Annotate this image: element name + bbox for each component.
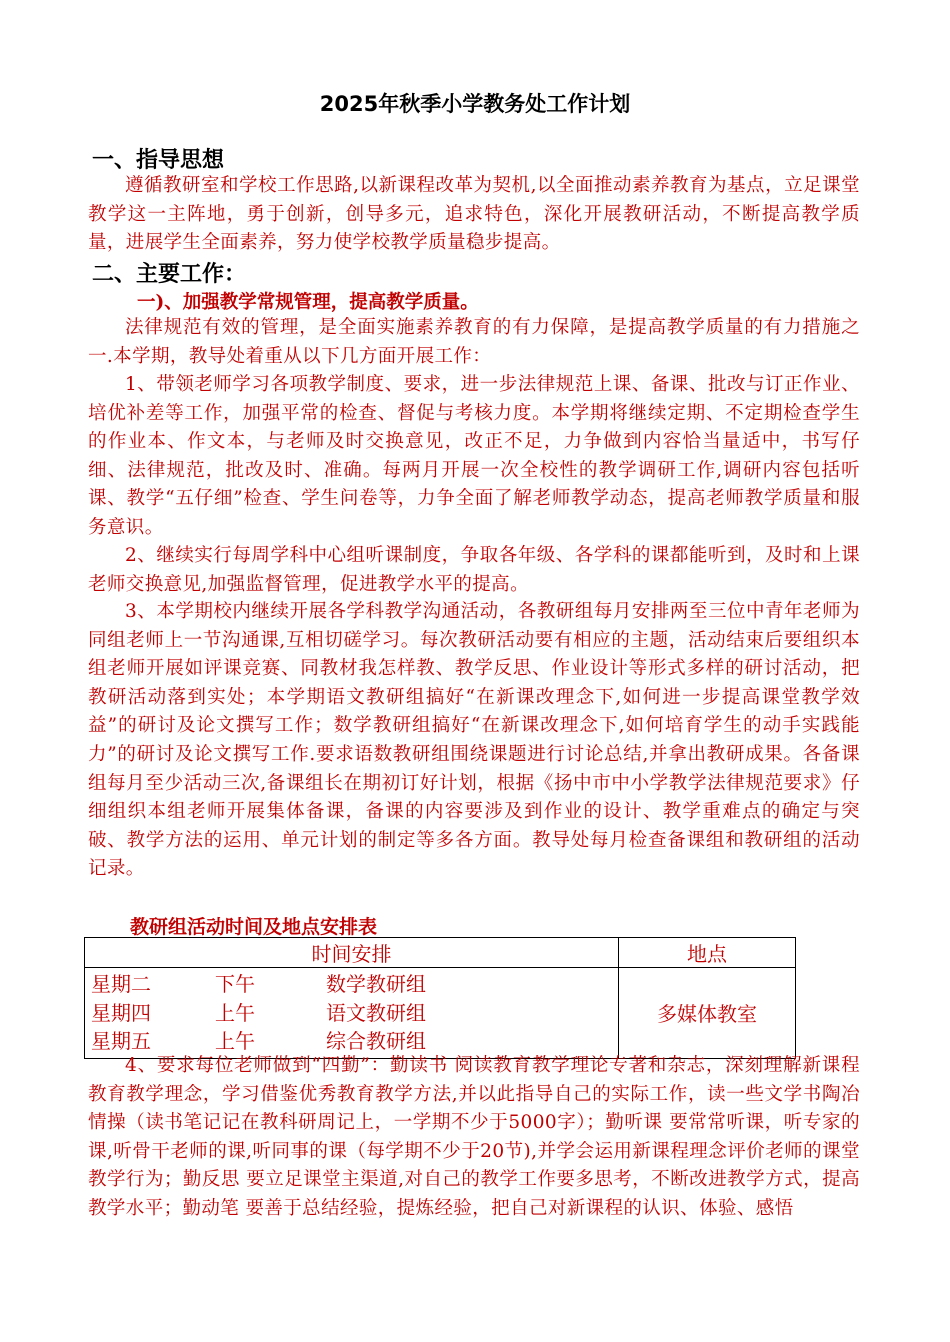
schedule-header-row bbox=[85, 938, 796, 968]
main-work-intro-paragraph: 法律规范有效的管理，是全面实施素养教育的有力保障，是提高教学质量的有力措施之一.本学期，教导处着重从以下几方面开展工作： bbox=[88, 317, 860, 367]
schedule-period: 上午 bbox=[215, 1029, 255, 1053]
work-item-4-paragraph: 4、要求每位老师做到“四勤”：勤读书 阅读教育教学理论专著和杂志，深刻理解新课程教育教学理念，学习借鉴优秀教育教学方法,并以此指导自己的实际工作，读一些文学书陶冶情操（读书笔记记在教科研周记上，一学期不少于5000字）；勤听课 要常常听课，听专家的课,听骨干老师的课,听同事的课（每学期不少于20节),并学会运用新课程理念评价老师的课堂教学行为；勤反思 要立足课堂主渠道,对自己的教学工作要多思考，不断改进教学方式，提高教学水平；勤动笔 要善于总结经验，提炼经验，把自己对新课程的认识、体验、感悟 bbox=[88, 1055, 860, 1219]
schedule-day: 星期五 bbox=[91, 1029, 151, 1053]
schedule-group: 数学教研组 bbox=[326, 972, 426, 996]
schedule-period: 下午 bbox=[215, 972, 255, 996]
schedule-table bbox=[84, 937, 796, 1059]
section-heading-main-work: 二、主要工作： bbox=[92, 262, 247, 287]
header-time: 时间安排 bbox=[85, 938, 619, 968]
work-item-1-paragraph: 1、带领老师学习各项教学制度、要求，进一步法律规范上课、备课、批改与订正作业、培优补差等工作，加强平常的检查、督促与考核力度。本学期将继续定期、不定期检查学生的作业本、作文本，与老师及时交换意见，改正不足，力争做到内容恰当量适中，书写仔细、法律规范，批改及时、准确。每两月开展一次全校性的教学调研工作,调研内容包括听课、教学“五仔细”检查、学生问卷等，力争全面了解老师教学动态，提高老师教学质量和服务意识。 bbox=[88, 374, 860, 538]
schedule-row bbox=[91, 970, 612, 999]
work-item-2-paragraph: 2、继续实行每周学科中心组听课制度，争取各年级、各学科的课都能听到，及时和上课老师交换意见,加强监督管理，促进教学水平的提高。 bbox=[88, 545, 860, 595]
schedule-day: 星期四 bbox=[91, 1000, 151, 1025]
schedule-row bbox=[91, 999, 612, 1028]
subsection-heading-teaching-routine: 一)、加强教学常规管理，提高教学质量。 bbox=[137, 292, 479, 313]
schedule-group: 综合教研组 bbox=[326, 1029, 426, 1053]
document-title: 2025年秋季小学教务处工作计划 bbox=[319, 92, 631, 116]
schedule-group: 语文教研组 bbox=[326, 1000, 426, 1025]
section-heading-guiding-ideology: 一、指导思想 bbox=[92, 148, 225, 173]
schedule-period: 上午 bbox=[215, 1000, 255, 1025]
work-item-3-paragraph: 3、本学期校内继续开展各学科教学沟通活动，各教研组每月安排两至三位中青年老师为同组老师上一节沟通课,互相切磋学习。每次教研活动要有相应的主题，活动结束后要组织本组老师开展如评课竞赛、同教材我怎样教、教学反思、作业设计等形式多样的研讨活动，把教研活动落到实处；本学期语文教研组搞好“在新课改理念下,如何进一步提高课堂教学效益”的研讨及论文撰写工作；数学教研组搞好“在新课改理念下,如何培育学生的动手实践能力”的研讨及论文撰写工作.要求语数教研组围绕课题进行讨论总结,并拿出教研成果。各备课组每月至少活动三次,备课组长在期初订好计划，根据《扬中市中小学教学法律规范要求》仔细组织本组老师开展集体备课，备课的内容要涉及到作业的设计、教学重难点的确定与突破、教学方法的运用、单元计划的制定等多各方面。教导处每月检查备课组和教研组的活动记录。 bbox=[88, 601, 860, 880]
time-cell bbox=[85, 968, 619, 1059]
guiding-ideology-paragraph: 遵循教研室和学校工作思路,以新课程改革为契机,以全面推动素养教育为基点，立足课堂教学这一主阵地，勇于创新，创导多元，追求特色，深化开展教研活动，不断提高教学质量，进展学生全面素养，努力使学校教学质量稳步提高。 bbox=[88, 175, 860, 254]
schedule-table-caption: 教研组活动时间及地点安排表 bbox=[130, 916, 378, 938]
schedule-body-row bbox=[85, 968, 796, 1059]
schedule-day: 星期二 bbox=[91, 972, 151, 996]
header-place: 地点 bbox=[619, 938, 796, 968]
place-cell: 多媒体教室 bbox=[619, 968, 796, 1059]
